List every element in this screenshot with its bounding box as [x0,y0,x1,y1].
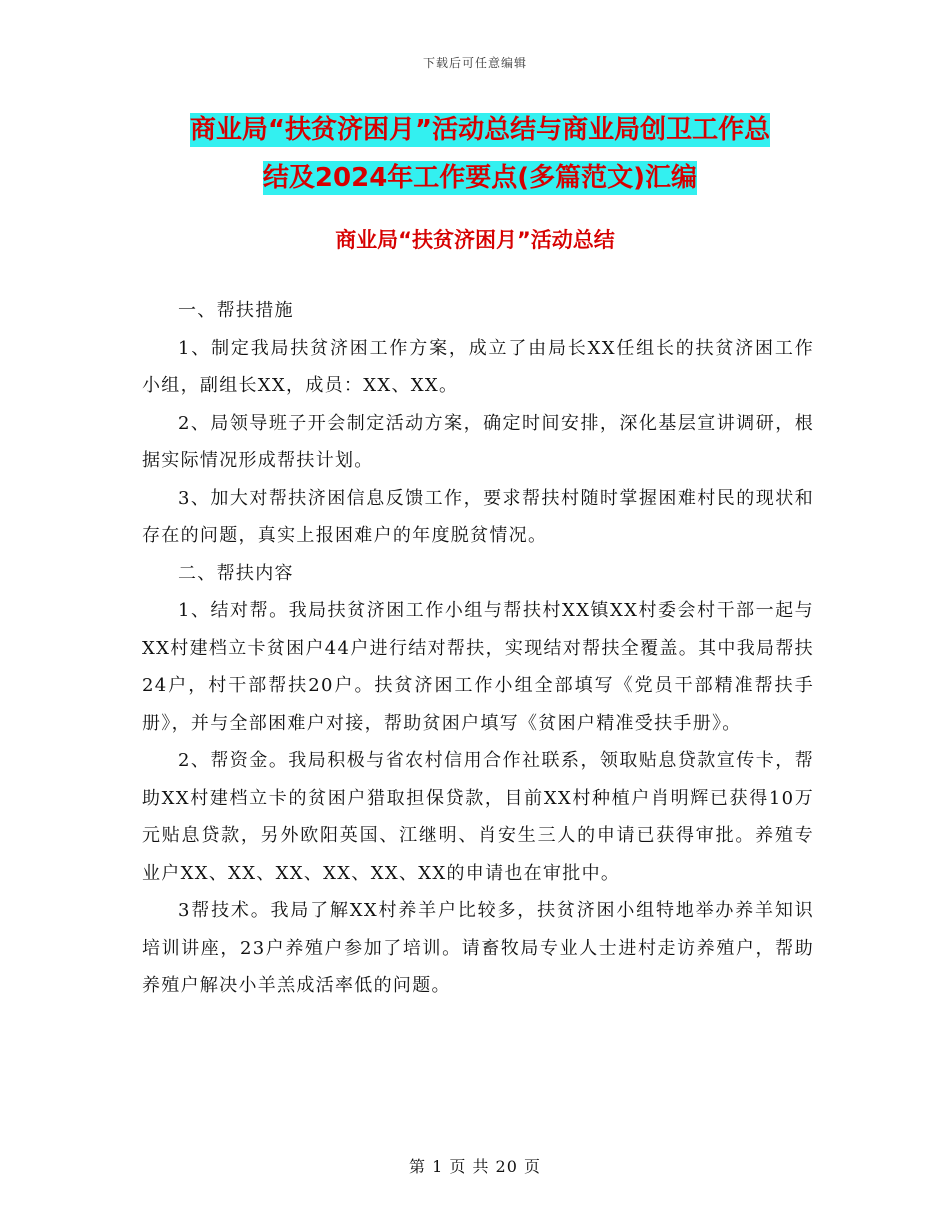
document-title-line1: 商业局“扶贫济困月”活动总结与商业局创卫工作总 [189,115,771,145]
document-body [142,292,814,1005]
document-title [140,106,820,202]
paragraph: 3帮技术。我局了解XX村养羊户比较多，扶贫济困小组特地举办养羊知识培训讲座，23户养殖户参加了培训。请畜牧局专业人士进村走访养殖户，帮助养殖户解决小羊羔成活率低的问题。 [142,900,814,996]
page-number: 第 1 页 共 20 页 [409,1157,541,1176]
page-header-note: 下载后可任意编辑 [422,56,527,70]
paragraph: 1、结对帮。我局扶贫济困工作小组与帮扶村XX镇XX村委会村干部一起与XX村建档立卡贫困户44户进行结对帮扶，实现结对帮扶全覆盖。其中我局帮扶24户，村干部帮扶20户。扶贫济困工作小组全部填写《党员干部精准帮扶手册》，并与全部困难户对接，帮助贫困户填写《贫困户精准受扶手册》。 [142,600,814,734]
heading-measures: 一、帮扶措施 [178,300,294,321]
document-title-line2: 结及2024年工作要点(多篇范文)汇编 [262,163,698,193]
section-title: 商业局“扶贫济困月”活动总结 [335,228,615,252]
paragraph: 1、制定我局扶贫济困工作方案，成立了由局长XX任组长的扶贫济困工作小组，副组长XX，成员：XX、XX。 [142,337,814,396]
paragraph: 2、局领导班子开会制定活动方案，确定时间安排，深化基层宣讲调研，根据实际情况形成帮扶计划。 [142,412,814,471]
paragraph: 2、帮资金。我局积极与省农村信用合作社联系，领取贴息贷款宣传卡，帮助XX村建档立卡的贫困户猎取担保贷款，目前XX村种植户肖明辉已获得10万元贴息贷款，另外欧阳英国、江继明、肖安生三人的申请已获得审批。养殖专业户XX、XX、XX、XX、XX、XX的申请也在审批中。 [142,750,814,884]
paragraph: 3、加大对帮扶济困信息反馈工作，要求帮扶村随时掌握困难村民的现状和存在的问题，真实上报困难户的年度脱贫情况。 [142,487,814,546]
heading-content: 二、帮扶内容 [178,562,294,584]
